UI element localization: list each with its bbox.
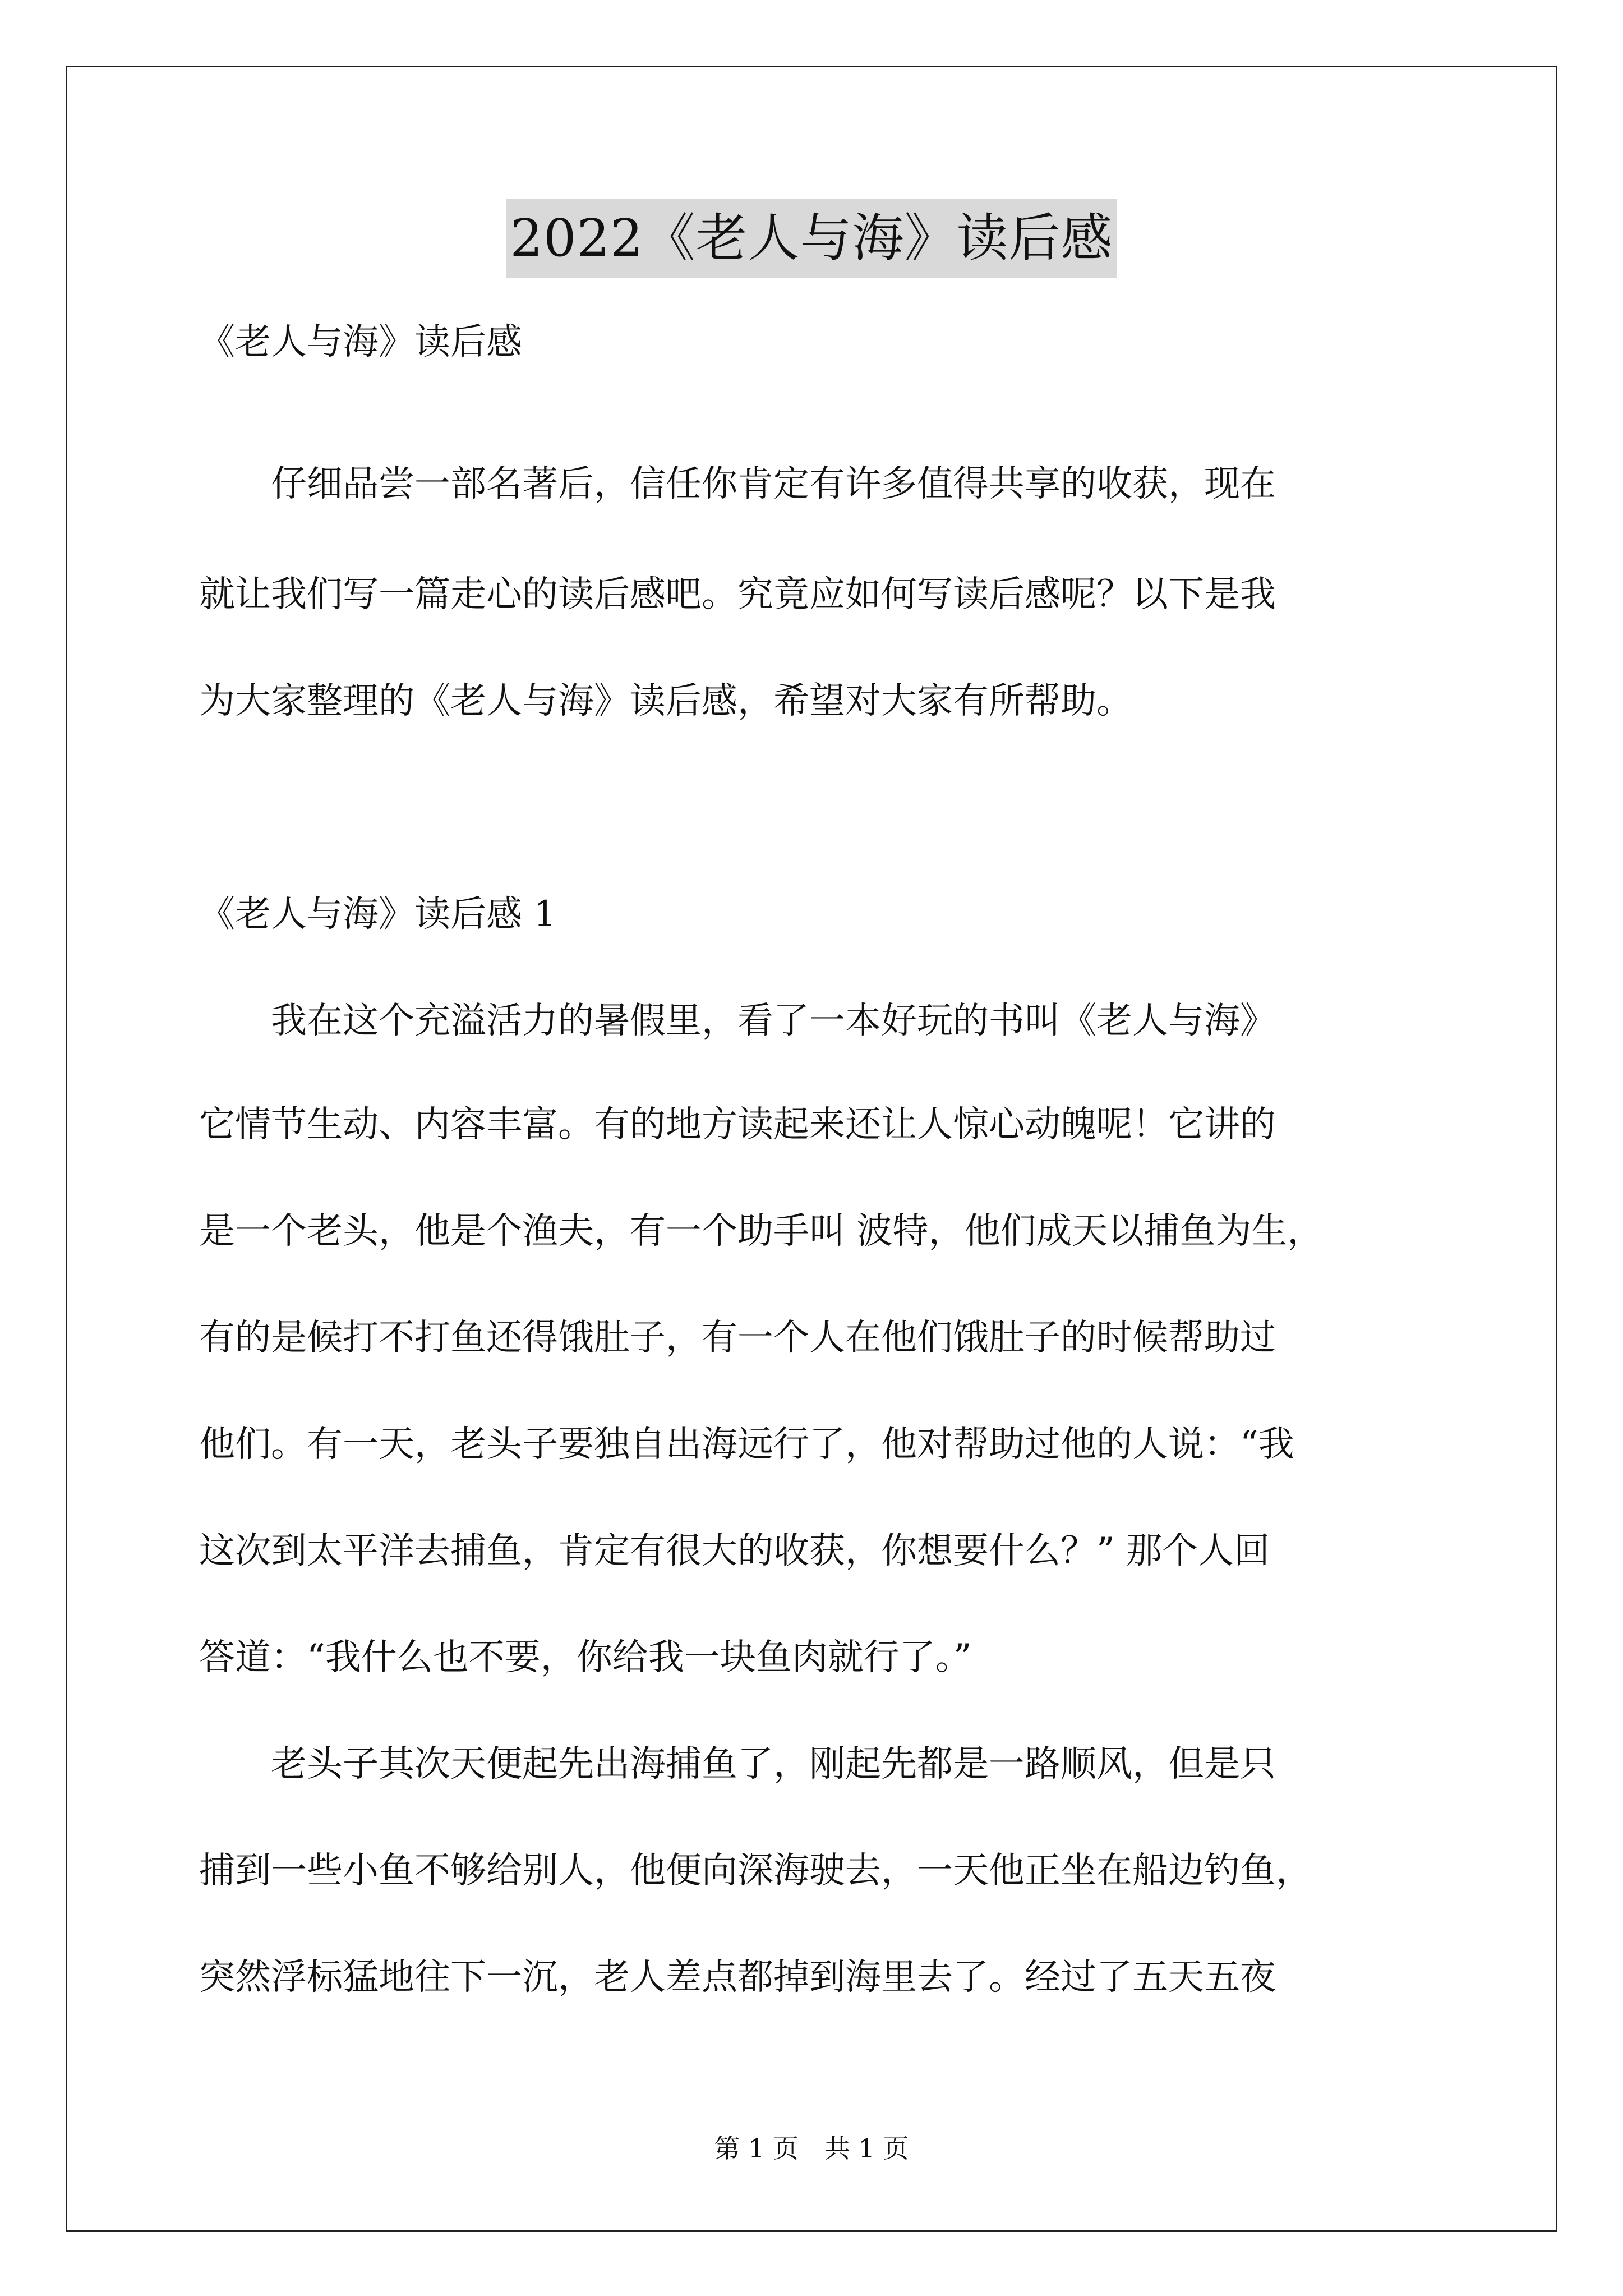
paragraph-line: 老头子其次天便起先出海捕鱼了，刚起先都是一路顺风，但是只 bbox=[199, 1743, 1276, 1785]
document-heading: 《老人与海》读后感 bbox=[199, 321, 522, 363]
intro-line: 就让我们写一篇走心的读后感吧。究竟应如何写读后感呢？以下是我 bbox=[199, 574, 1276, 615]
paragraph-line: 突然浮标猛地往下一沉，老人差点都掉到海里去了。经过了五天五夜 bbox=[199, 1957, 1276, 1998]
title-container bbox=[0, 199, 1623, 278]
paragraph-line: 这次到太平洋去捕鱼，肯定有很大的收获，你想要什么？” 那个人回 bbox=[199, 1530, 1270, 1572]
page-footer: 第 1 页 共 1 页 bbox=[714, 2133, 909, 2164]
paragraph-line: 我在这个充溢活力的暑假里，看了一本好玩的书叫《老人与海》 bbox=[199, 1000, 1276, 1042]
paragraph-line: 答道：“我什么也不要，你给我一块鱼肉就行了。” bbox=[199, 1637, 972, 1678]
paragraph-line: 它情节生动、内容丰富。有的地方读起来还让人惊心动魄呢！它讲的 bbox=[199, 1104, 1276, 1145]
document-title: 2022《老人与海》读后感 bbox=[506, 199, 1116, 278]
paragraph-line: 有的是候打不打鱼还得饿肚子，有一个人在他们饿肚子的时候帮助过 bbox=[199, 1317, 1276, 1359]
section-heading: 《老人与海》读后感 1 bbox=[199, 894, 557, 935]
paragraph-line: 捕到一些小鱼不够给别人，他便向深海驶去，一天他正坐在船边钓鱼， bbox=[199, 1850, 1312, 1892]
paragraph-line: 是一个老头，他是个渔夫，有一个助手叫 波特，他们成天以捕鱼为生， bbox=[199, 1211, 1324, 1252]
paragraph-line: 他们。有一天，老头子要独自出海远行了，他对帮助过他的人说：“我 bbox=[199, 1424, 1294, 1465]
intro-line: 仔细品尝一部名著后，信任你肯定有许多值得共享的收获，现在 bbox=[199, 463, 1276, 505]
intro-line: 为大家整理的《老人与海》读后感，希望对大家有所帮助。 bbox=[199, 680, 1132, 722]
